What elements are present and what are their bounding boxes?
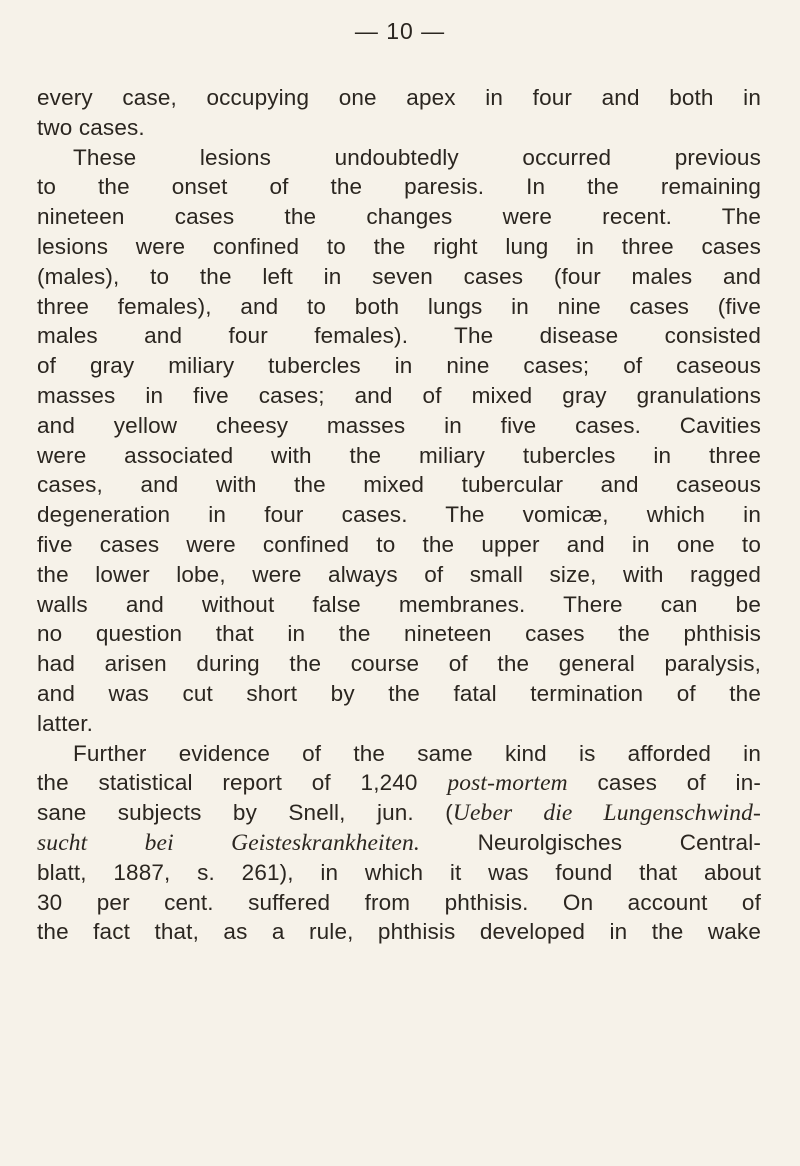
text-line: cases, and with the mixed tubercular and caseous: [37, 472, 761, 498]
text-line: and yellow cheesy masses in five cases. Cavities: [37, 412, 761, 438]
text-line: latter.: [37, 710, 94, 736]
text-line: two cases.: [37, 114, 145, 140]
text-line: 30 per cent. suffered from phthisis. On account of: [37, 889, 761, 915]
text-line: masses in five cases; and of mixed gray granulations: [37, 382, 761, 408]
text-line: males and four females). The disease consisted: [37, 323, 761, 349]
italic-title: sucht bei Geisteskrankheiten.: [37, 829, 420, 856]
text-line: to the onset of the paresis. In the remaining: [37, 174, 761, 200]
text-line: [37, 768, 761, 798]
text-line: no question that in the nineteen cases the phthisis: [37, 621, 761, 647]
text-segment: Neurolgisches Central-: [419, 829, 761, 855]
text-line: five cases were confined to the upper and in one to: [37, 531, 761, 557]
text-line: walls and without false membranes. There can be: [37, 591, 761, 617]
text-line: blatt, 1887, s. 261), in which it was found that about: [37, 859, 761, 885]
text-line: nineteen cases the changes were recent. The: [37, 204, 761, 230]
text-segment: the statistical report of 1,240: [37, 770, 448, 796]
text-line: of gray miliary tubercles in nine cases; of caseous: [37, 353, 761, 379]
text-segment: cases of in-: [567, 770, 761, 796]
text-line: the lower lobe, were always of small size, with ragged: [37, 561, 761, 587]
text-line: Further evidence of the same kind is afforded in: [73, 740, 761, 766]
italic-term: post-mortem: [447, 770, 568, 797]
page-number: — 10 —: [354, 18, 446, 44]
text-line: had arisen during the course of the general paralysis,: [37, 651, 761, 677]
text-line: degeneration in four cases. The vomicæ, which in: [37, 502, 761, 528]
text-line: three females), and to both lungs in nine cases (five: [37, 293, 761, 319]
text-line: the fact that, as a rule, phthisis developed in the wake: [37, 919, 761, 945]
text-line: were associated with the miliary tubercles in three: [37, 442, 761, 468]
body-text: [37, 83, 761, 947]
text-line: (males), to the left in seven cases (four males and: [37, 263, 761, 289]
text-line: lesions were confined to the right lung in three cases: [37, 233, 761, 259]
text-line: [37, 828, 761, 858]
text-segment: sane subjects by Snell, jun. (: [37, 800, 453, 826]
text-line: and was cut short by the fatal termination of the: [37, 680, 761, 706]
text-line: [37, 798, 761, 828]
italic-title: Ueber die Lungenschwind-: [452, 800, 761, 827]
text-line: every case, occupying one apex in four and both in: [37, 85, 761, 110]
text-line: These lesions undoubtedly occurred previous: [73, 144, 761, 170]
